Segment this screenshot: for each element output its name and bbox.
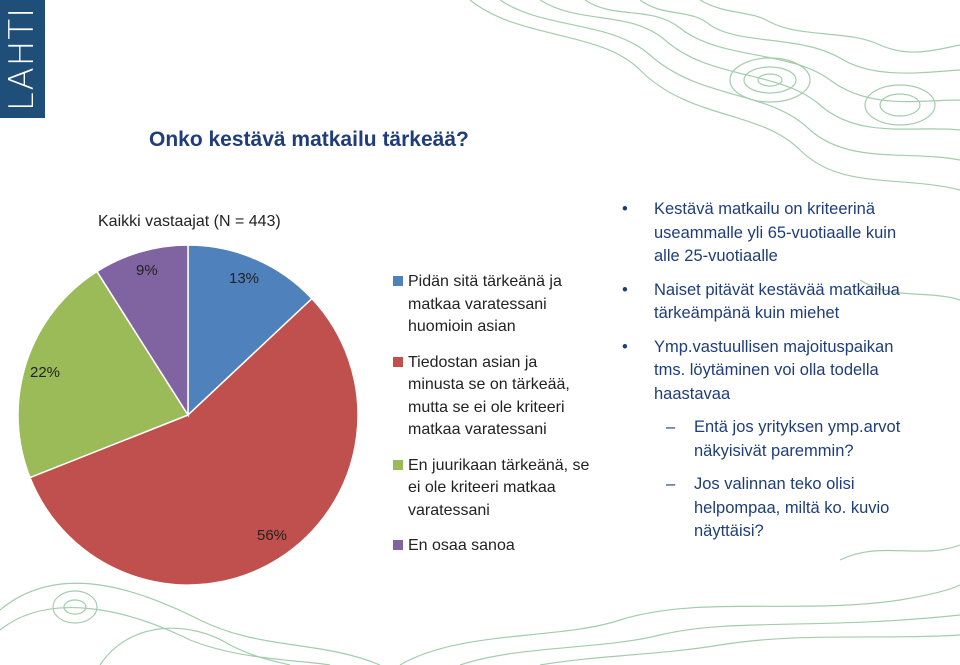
legend-swatch bbox=[393, 460, 403, 470]
slice-label-13: 13% bbox=[229, 270, 260, 287]
legend-item bbox=[390, 455, 620, 523]
bullet-list bbox=[612, 198, 952, 554]
chart-title: Kaikki vastaajat (N = 443) bbox=[98, 213, 281, 230]
subbullet-item bbox=[612, 416, 952, 463]
legend-line: ei ole kriteeri matkaa bbox=[408, 479, 556, 496]
subbullet-line: näkyisivät paremmin? bbox=[694, 441, 854, 460]
slice-label-22: 22% bbox=[30, 364, 61, 381]
legend-line: Pidän sitä tärkeänä ja bbox=[408, 273, 562, 290]
bullet-line: haastavaa bbox=[654, 384, 731, 403]
bullet-item bbox=[612, 279, 952, 326]
legend-line: matkaa varatessani bbox=[408, 295, 547, 313]
bullet-line: alle 25-vuotiaalle bbox=[654, 247, 778, 265]
bullet-line: Naiset pitävät kestävää matkailua bbox=[654, 280, 900, 299]
slice-label-56: 56% bbox=[257, 527, 288, 544]
legend-line: mutta se ei ole kriteeri bbox=[408, 398, 565, 416]
subbullet-line: helpompaa, miltä ko. kuvio bbox=[694, 498, 890, 517]
lahti-logo: LAHTI bbox=[0, 0, 45, 118]
legend-swatch bbox=[393, 357, 403, 367]
subbullet-item bbox=[612, 473, 952, 544]
legend-line: matkaa varatessani bbox=[408, 421, 547, 438]
subbullet-line: Jos valinnan teko olisi bbox=[694, 475, 855, 493]
legend-line: Tiedostan asian ja bbox=[408, 353, 538, 371]
slice-label-9: 9% bbox=[136, 262, 158, 279]
bullet-marker: • bbox=[622, 280, 628, 299]
bullet-line: tms. löytäminen voi olla todella bbox=[654, 361, 879, 379]
legend-line: En osaa sanoa bbox=[408, 537, 515, 554]
bullet-line: tärkeämpänä kuin miehet bbox=[654, 304, 840, 322]
subbullet-marker: – bbox=[666, 418, 676, 436]
subbullet-line: Entä jos yrityksen ymp.arvot bbox=[694, 418, 901, 436]
bullet-line: Kestävä matkailu on kriteerinä bbox=[654, 200, 876, 218]
bullet-line: Ymp.vastuullisen majoituspaikan bbox=[654, 337, 894, 356]
legend-line: En juurikaan tärkeänä, se bbox=[408, 456, 590, 474]
bullet-marker: • bbox=[622, 200, 628, 218]
chart-legend bbox=[390, 271, 620, 558]
slide-title: Onko kestävä matkailu tärkeää? bbox=[149, 128, 469, 151]
legend-item bbox=[390, 352, 620, 442]
legend-swatch bbox=[393, 540, 403, 550]
legend-swatch bbox=[393, 276, 403, 286]
legend-line: huomioin asian bbox=[408, 318, 516, 335]
bullet-item bbox=[612, 336, 952, 407]
bullet-marker: • bbox=[622, 337, 628, 356]
legend-item bbox=[390, 535, 620, 558]
subbullet-marker: – bbox=[666, 475, 676, 493]
legend-line: minusta se on tärkeää, bbox=[408, 376, 570, 393]
pie-chart bbox=[0, 230, 380, 600]
legend-item bbox=[390, 271, 620, 339]
subbullet-line: näyttäisi? bbox=[694, 522, 764, 540]
legend-line: varatessani bbox=[408, 501, 490, 519]
bullet-line: useammalle yli 65-vuotiaalle kuin bbox=[654, 223, 897, 242]
bullet-item bbox=[612, 198, 952, 269]
